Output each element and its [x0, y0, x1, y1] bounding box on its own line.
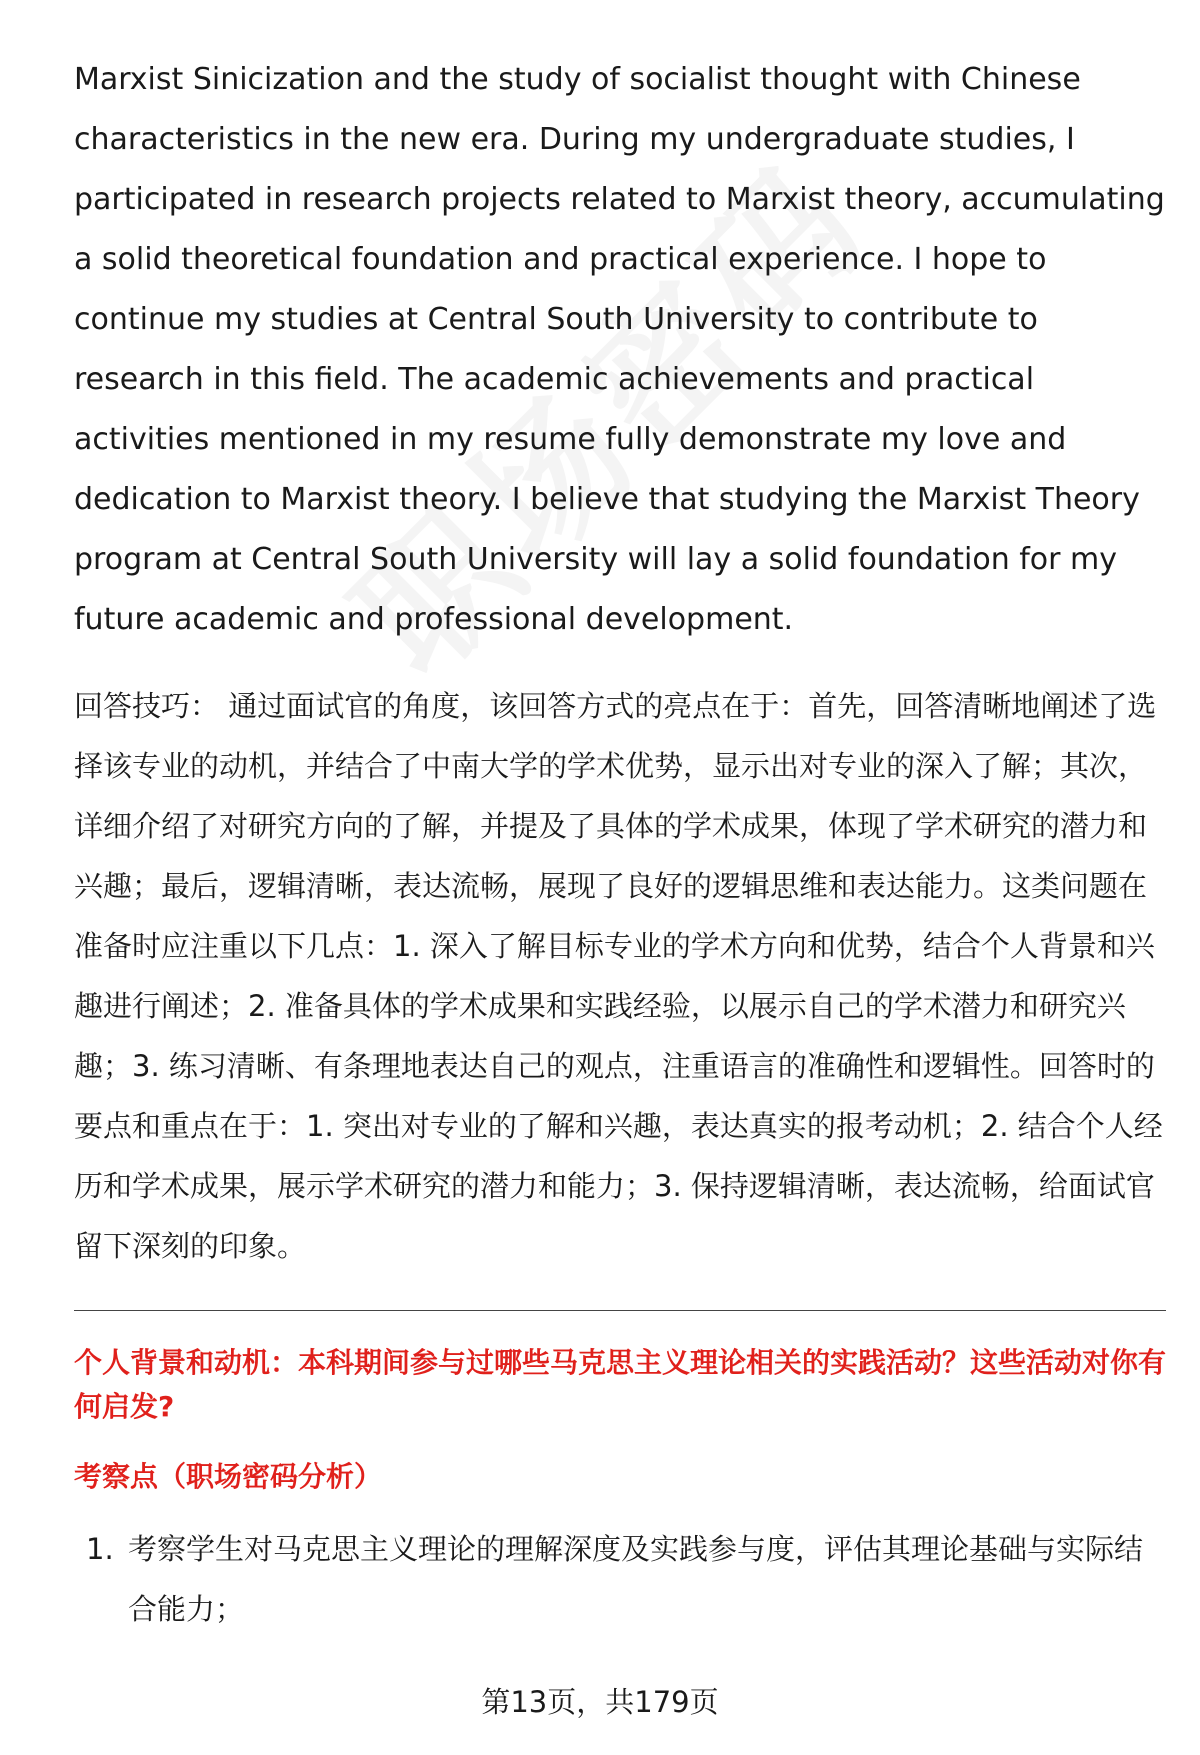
answer-tips-paragraph: 回答技巧： 通过面试官的角度，该回答方式的亮点在于：首先，回答清晰地阐述了选择该专业的动机，并结合了中南大学的学术优势，显示出对专业的深入了解；其次，详细介绍了对研究方向的了解，并提及了具体的学术成果，体现了学术研究的潜力和兴趣；最后，逻辑清晰，表达流畅，展现了良好的逻辑思维和表达能力。这类问题在准备时应注重以下几点：1. 深入了解目标专业的学术方向和优势，结合个人背景和兴趣进行阐述；2. 准备具体的学术成果和实践经验，以展示自己的学术潜力和研究兴趣；3. 练习清晰、有条理地表达自己的观点，注重语言的准确性和逻辑性。回答时的要点和重点在于：1. 突出对专业的了解和兴趣，表达真实的报考动机；2. 结合个人经历和学术成果，展示学术研究的潜力和能力；3. 保持逻辑清晰，表达流畅，给面试官留下深刻的印象。	[74, 689, 1163, 1263]
list-item-number: 1.	[86, 1532, 114, 1566]
assessment-points-list	[74, 1519, 1166, 1639]
list-item-text: 考察学生对马克思主义理论的理解深度及实践参与度，评估其理论基础与实际结合能力；	[128, 1532, 1144, 1626]
page-content	[74, 50, 1166, 1639]
assessment-points-title: 考察点（职场密码分析）	[74, 1460, 383, 1493]
question-heading: 个人背景和动机：本科期间参与过哪些马克思主义理论相关的实践活动？这些活动对你有何启发?	[74, 1346, 1167, 1423]
list-item	[74, 1519, 1166, 1639]
section-divider	[74, 1310, 1166, 1311]
page-number-footer: 第13页，共179页	[481, 1685, 719, 1719]
english-paragraph: Marxist Sinicization and the study of socialist thought with Chinese characteristics in the new era. During my undergraduate studies, I participated in research projects related to Marxist theory, accumulating a solid theoretical foundation and practical experience. I hope to continue my studies at Central South University to contribute to research in this field. The academic achievements and practical activities mentioned in my resume fully demonstrate my love and dedication to Marxist theory. I believe that studying the Marxist Theory program at Central South University will lay a solid foundation for my future academic and professional development.	[74, 62, 1165, 637]
